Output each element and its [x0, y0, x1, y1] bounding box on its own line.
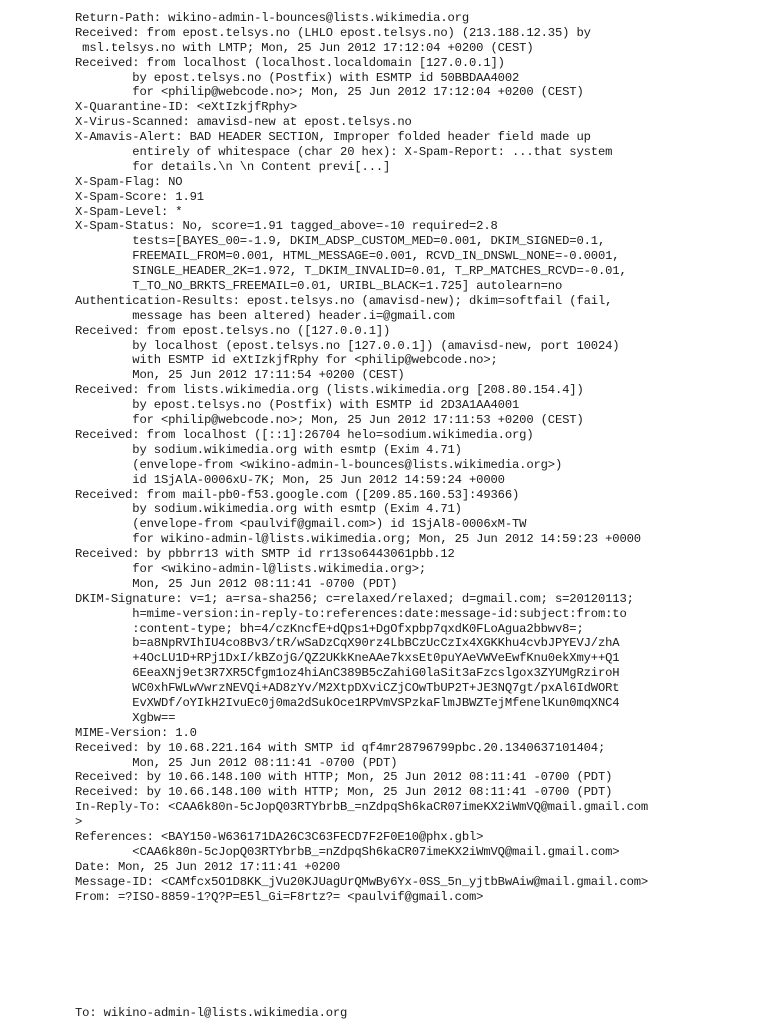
header-line: Return-Path: wikino-admin-l-bounces@lists.wikimedia.org: [75, 11, 470, 25]
header-line: In-Reply-To: <CAA6k80n-5cJopQ03RTYbrbB_=nZdpqSh6kaCR07imeKX2iWmVQ@mail.gmail.com: [75, 800, 649, 815]
header-line: X-Quarantine-ID: <eXtIzkjfRphy>: [75, 100, 298, 115]
header-line: FREEMAIL_FROM=0.001, HTML_MESSAGE=0.001, RCVD_IN_DNSWL_NONE=-0.0001,: [75, 249, 620, 264]
header-line: id 1SjAlA-0006xU-7K; Mon, 25 Jun 2012 14:59:24 +0000: [75, 472, 505, 487]
header-line: WC0xhFWLwVwrzNEVQi+AD8zYv/M2XtpDXviCZjCOwTbUP2T+JE3NQ7gt/pxAl6IdWORt: [75, 681, 620, 696]
header-line: X-Spam-Status: No, score=1.91 tagged_above=-10 required=2.8: [75, 219, 498, 234]
header-line: Received: from mail-pb0-f53.google.com ([209.85.160.53]:49366): [75, 487, 520, 502]
header-line: 6EeaXNj9et3R7XR5Cfgm1oz4hiAnC389B5cZahiG0laSit3aFzcslgox3ZYUMgRziroH: [75, 666, 620, 681]
header-line: DKIM-Signature: v=1; a=rsa-sha256; c=relaxed/relaxed; d=gmail.com; s=20120113;: [75, 591, 634, 606]
header-line: for details.\n \n Content previ[...]: [75, 159, 391, 174]
header-line: Received: from localhost (localhost.localdomain [127.0.0.1]): [75, 55, 505, 70]
header-line: tests=[BAYES_00=-1.9, DKIM_ADSP_CUSTOM_MED=0.001, DKIM_SIGNED=0.1,: [75, 234, 606, 249]
header-line: Received: from localhost ([::1]:26704 helo=sodium.wikimedia.org): [75, 427, 534, 442]
header-line: Received: by 10.66.148.100 with HTTP; Mon, 25 Jun 2012 08:11:41 -0700 (PDT): [75, 785, 613, 800]
header-line: Mon, 25 Jun 2012 17:11:54 +0200 (CEST): [75, 368, 405, 383]
header-line: Xgbw==: [75, 710, 176, 725]
header-line: by localhost (epost.telsys.no [127.0.0.1]) (amavisd-new, port 10024): [75, 338, 620, 353]
to-header-line: To: wikino-admin-l@lists.wikimedia.org: [75, 1006, 348, 1020]
header-line: for wikino-admin-l@lists.wikimedia.org; Mon, 25 Jun 2012 14:59:23 +0000: [75, 532, 641, 547]
header-line: msl.telsys.no with LMTP; Mon, 25 Jun 2012 17:12:04 +0200 (CEST): [75, 40, 534, 55]
header-line: X-Spam-Flag: NO: [75, 174, 183, 189]
header-line: by epost.telsys.no (Postfix) with ESMTP id 50BBDAA4002: [75, 70, 520, 85]
header-line: Mon, 25 Jun 2012 08:11:41 -0700 (PDT): [75, 755, 398, 770]
header-line: X-Spam-Score: 1.91: [75, 189, 204, 204]
header-line: EvXWDf/oYIkH2IvuEc0j0ma2dSukOce1RPVmVSPzkaFlmJBWZTejMfenelKun0mqXNC4: [75, 695, 620, 710]
header-line: Mon, 25 Jun 2012 08:11:41 -0700 (PDT): [75, 576, 398, 591]
header-line: :content-type; bh=4/czKncfE+dQps1+DgOfxpbp7qxdK0FLoAgua2bbwv8=;: [75, 621, 584, 636]
header-line: (envelope-from <paulvif@gmail.com>) id 1SjAl8-0006xM-TW: [75, 517, 527, 532]
header-line: h=mime-version:in-reply-to:references:date:message-id:subject:from:to: [75, 606, 627, 621]
header-line: T_TO_NO_BRKTS_FREEMAIL=0.01, URIBL_BLACK=1.725] autolearn=no: [75, 279, 563, 294]
header-line: for <philip@webcode.no>; Mon, 25 Jun 2012 17:11:53 +0200 (CEST): [75, 413, 584, 428]
header-line: (envelope-from <wikino-admin-l-bounces@lists.wikimedia.org>): [75, 457, 563, 472]
header-line: entirely of whitespace (char 20 hex): X-Spam-Report: ...that system: [75, 145, 613, 160]
header-line: Date: Mon, 25 Jun 2012 17:11:41 +0200: [75, 859, 341, 874]
header-line: Received: from lists.wikimedia.org (lists.wikimedia.org [208.80.154.4]): [75, 383, 584, 398]
header-line: >: [75, 815, 83, 830]
header-line: Received: by 10.66.148.100 with HTTP; Mon, 25 Jun 2012 08:11:41 -0700 (PDT): [75, 770, 613, 785]
header-line: Message-ID: <CAMfcx5O1D8KK_jVu20KJUagUrQMwBy6Yx-0SS_5n_yjtbBwAiw@mail.gmail.com>: [75, 874, 649, 889]
header-line: X-Spam-Level: *: [75, 204, 183, 219]
email-header-block: [75, 11, 765, 904]
header-line: References: <BAY150-W636171DA26C3C63FECD7F2F0E10@phx.gbl>: [75, 829, 484, 844]
header-line: Authentication-Results: epost.telsys.no (amavisd-new); dkim=softfail (fail,: [75, 293, 613, 308]
header-line: SINGLE_HEADER_2K=1.972, T_DKIM_INVALID=0.01, T_RP_MATCHES_RCVD=-0.01,: [75, 264, 627, 279]
header-line: X-Amavis-Alert: BAD HEADER SECTION, Improper folded header field made up: [75, 130, 591, 145]
header-line: Received: from epost.telsys.no (LHLO epost.telsys.no) (213.188.12.35) by: [75, 25, 591, 40]
header-line: by sodium.wikimedia.org with esmtp (Exim 4.71): [75, 442, 462, 457]
header-line: message has been altered) header.i=@gmail.com: [75, 308, 455, 323]
header-line: X-Virus-Scanned: amavisd-new at epost.telsys.no: [75, 115, 412, 130]
header-line: +4OcLU1D+RPj1DxI/kBZojG/QZ2UKkKneAAe7kxsEt0puYAeVWVeEwfKnu0ekXmy++Q1: [75, 651, 620, 666]
header-line: Received: by pbbrr13 with SMTP id rr13so6443061pbb.12: [75, 547, 455, 562]
header-line: by sodium.wikimedia.org with esmtp (Exim 4.71): [75, 502, 462, 517]
header-line: with ESMTP id eXtIzkjfRphy for <philip@webcode.no>;: [75, 353, 498, 368]
header-line: b=a8NpRVIhIU4co8Bv3/tR/wSaDzCqX90rz4LbBCzUcCzIx4XGKKhu4cvbJPYEVJ/zhA: [75, 636, 620, 651]
header-line: for <philip@webcode.no>; Mon, 25 Jun 2012 17:12:04 +0200 (CEST): [75, 85, 584, 100]
header-line: Received: from epost.telsys.no ([127.0.0.1]): [75, 323, 391, 338]
header-line: From: =?ISO-8859-1?Q?P=E5l_Gi=F8rtz?= <paulvif@gmail.com>: [75, 889, 484, 904]
header-line: <CAA6k80n-5cJopQ03RTYbrbB_=nZdpqSh6kaCR07imeKX2iWmVQ@mail.gmail.com>: [75, 844, 620, 859]
header-line: for <wikino-admin-l@lists.wikimedia.org>;: [75, 561, 427, 576]
header-line: MIME-Version: 1.0: [75, 725, 197, 740]
header-line: Received: by 10.68.221.164 with SMTP id qf4mr28796799pbc.20.1340637101404;: [75, 740, 606, 755]
header-line: by epost.telsys.no (Postfix) with ESMTP id 2D3A1AA4001: [75, 398, 520, 413]
